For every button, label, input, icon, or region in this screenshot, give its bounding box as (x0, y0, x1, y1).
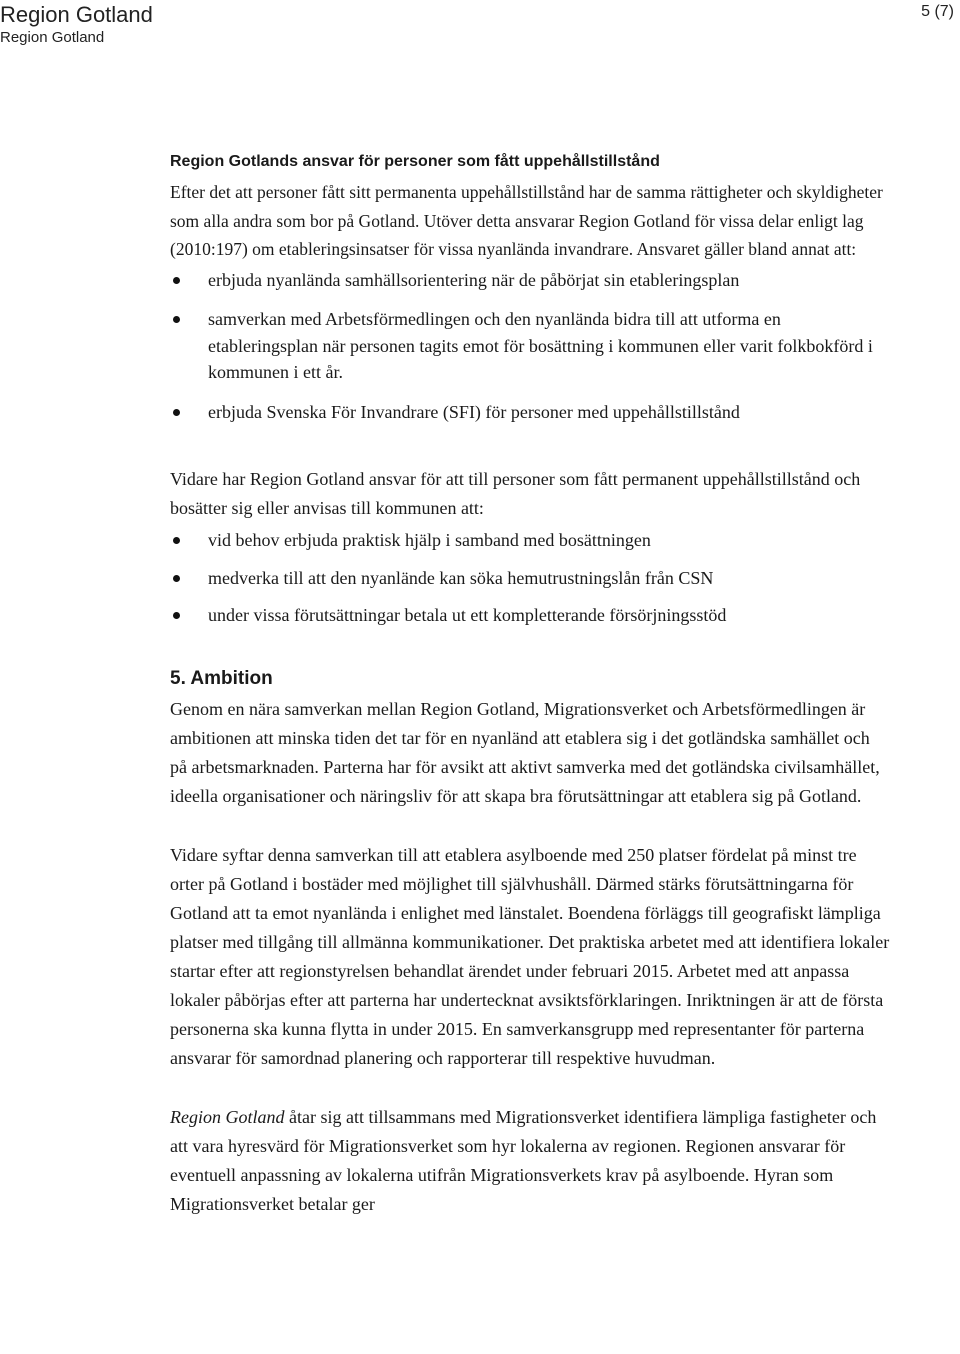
paragraph-intro: Efter det att personer fått sitt permanenta uppehållstillstånd har de samma rättigheter och skyldigheter som alla andra som bor på Gotland. Utöver detta ansvarar Region Gotland för vissa delar enligt lag (2010:197) om etableringsinsatser för vissa nyanlända invandrare. Ansvaret gäller bland annat att: (170, 182, 883, 259)
paragraph-text: åtar sig att tillsammans med Migrationsverket identifiera lämpliga fastigheter och att vara hyresvärd för Migrationsverket som hyr lokalerna av regionen. Regionen ansvarar för eventuell anpassning av lokalerna utifrån Migrationsverkets krav på asylboende. Hyran som Migrationsverket betalar ger (170, 1106, 877, 1214)
header-title: Region Gotland (0, 2, 153, 27)
bullet-list-responsibilities (170, 267, 890, 426)
bullet-icon (173, 612, 180, 619)
paragraph-ambition-2: Vidare syftar denna samverkan till att etablera asylboende med 250 platser fördelat på minst tre orter på Gotland i bostäder med möjlighet till självhushåll. Därmed stärks förutsättningarna för Gotland att ta emot nyanlända i enlighet med länstalet. Boendena förläggs till geografiskt lämpliga platser med tillgång till allmänna kommunikationer. Det praktiska arbetet med att identifiera lokaler startar efter att regionstyrelsen behandlat ärendet under februari 2015. Arbetet med att anpassa lokaler påbörjas efter att parterna har undertecknat avsiktsförklaringen. Inriktningen är att de första personerna ska kunna flytta in under 2015. En samverkansgrupp med representanter för parterna ansvarar för samordnad planering och rapporterar till respektive huvudman. (170, 844, 890, 1068)
section-heading: Region Gotlands ansvar för personer som fått uppehållstillstånd (170, 153, 660, 170)
bullet-icon (173, 316, 180, 323)
list-item (170, 565, 890, 592)
list-item-text: erbjuda nyanlända samhällsorientering när de påbörjat sin etableringsplan (208, 269, 740, 290)
document-body (170, 152, 890, 1219)
page-number: 5 (7) (921, 3, 954, 20)
paragraph-ambition-3 (170, 1103, 890, 1219)
bullet-list-further (170, 527, 890, 629)
list-item-text: vid behov erbjuda praktisk hjälp i samband med bosättningen (208, 530, 651, 550)
list-item (170, 306, 890, 386)
paragraph-further: Vidare har Region Gotland ansvar för att till personer som fått permanent uppehållstillstånd och bosätter sig eller anvisas till kommunen att: (170, 469, 861, 518)
list-item (170, 602, 890, 629)
section-heading-ambition: 5. Ambition (170, 667, 273, 689)
header-subtitle: Region Gotland (0, 29, 105, 46)
bullet-icon (173, 537, 180, 544)
paragraph-ambition-1: Genom en nära samverkan mellan Region Gotland, Migrationsverket och Arbetsförmedlingen är ambitionen att minska tiden det tar för en nyanländ att etablera sig i det gotländska samhället och på arbetsmarknaden. Parterna har för avsikt att aktivt samverka med det gotländska civilsamhället, ideella organisationer och näringsliv för att skapa bra förutsättningar att etablera sig på Gotland. (170, 698, 880, 806)
list-item-text: erbjuda Svenska För Invandrare (SFI) för personer med uppehållstillstånd (208, 401, 740, 422)
list-item (170, 267, 890, 294)
bullet-icon (173, 409, 180, 416)
list-item (170, 527, 890, 554)
list-item-text: samverkan med Arbetsförmedlingen och den nyanlända bidra till att utforma en etableringsplan när personen tagits emot för bosättning i kommunen eller varit folkbokförd i kommunen i ett år. (208, 309, 873, 382)
list-item-text: under vissa förutsättningar betala ut ett kompletterande försörjningsstöd (208, 605, 727, 625)
list-item (170, 399, 890, 426)
bullet-icon (173, 575, 180, 582)
region-name-italic: Region Gotland (170, 1106, 285, 1127)
bullet-icon (173, 277, 180, 284)
list-item-text: medverka till att den nyanlände kan söka hemutrustningslån från CSN (208, 567, 714, 588)
